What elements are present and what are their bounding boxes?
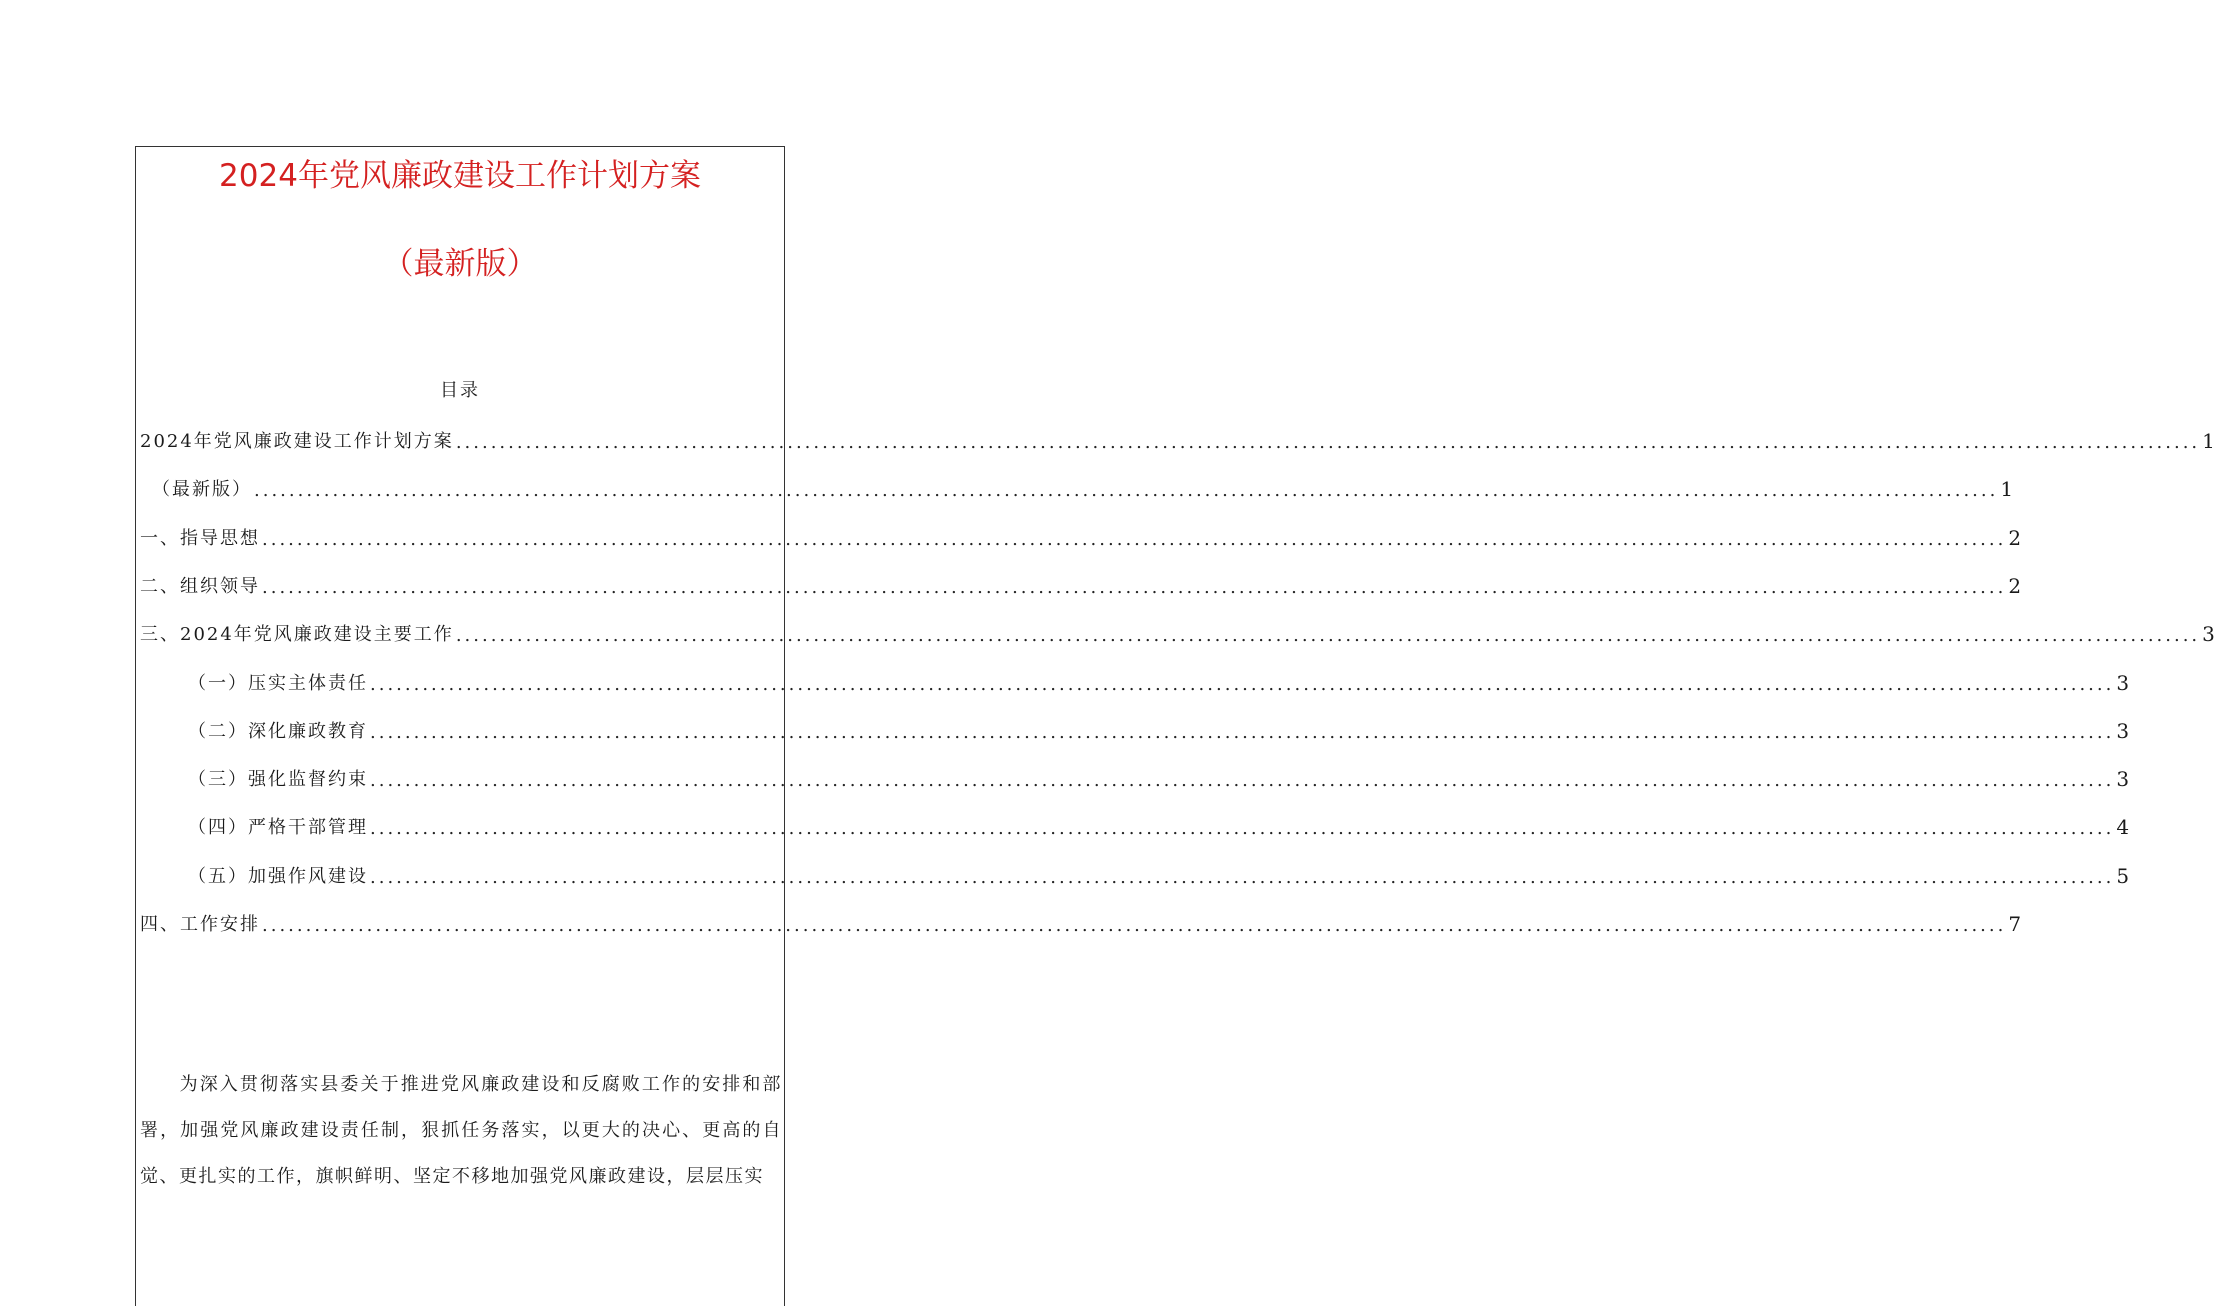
toc-entry-page: 2	[2008, 525, 2022, 550]
toc-entry[interactable]	[140, 568, 2022, 598]
toc-leader-dots: ........................................................................................................................................................................................................	[262, 528, 2007, 550]
toc-entry[interactable]	[188, 809, 2130, 840]
toc-entry-page: 1	[2202, 429, 2215, 453]
body-paragraph: 为深入贯彻落实县委关于推进党风廉政建设和反腐败工作的安排和部署，加强党风廉政建设责任制，狠抓任务落实，以更大的决心、更高的自觉、更扎实的工作，旗帜鲜明、坚定不移地加强党风廉政建设，层层压实	[140, 1074, 782, 1187]
toc-leader-dots: ........................................................................................................................................................................................................	[370, 673, 2115, 695]
toc-entry-label: （最新版）	[152, 479, 252, 501]
toc-entry[interactable]	[140, 520, 2022, 550]
toc-entry-page: 3	[2116, 670, 2130, 695]
toc-entry-page: 1	[2000, 477, 2014, 502]
toc-entry[interactable]	[140, 906, 2022, 936]
toc-leader-dots: ........................................................................................................................................................................................................	[262, 915, 2007, 936]
toc-entry-label: （五）加强作风建设	[188, 865, 368, 887]
toc-entry[interactable]	[188, 761, 2130, 792]
toc-entry-page: 2	[2008, 573, 2022, 598]
toc-entry[interactable]	[152, 471, 2014, 502]
toc-entry-label: （三）强化监督约束	[188, 769, 368, 791]
toc-leader-dots: ........................................................................................................................................................................................................	[370, 866, 2115, 888]
toc-entry[interactable]	[188, 858, 2130, 888]
body-text	[140, 1062, 782, 1200]
toc-entry-page: 3	[2116, 767, 2130, 792]
toc-entry[interactable]	[140, 616, 2215, 647]
toc-leader-dots: ........................................................................................................................................................................................................	[370, 818, 2115, 840]
toc-entry-label: 三、2024年党风廉政建设主要工作	[140, 624, 454, 646]
toc-entry-page: 7	[2008, 912, 2022, 936]
toc-entry-page: 5	[2116, 863, 2130, 888]
toc-entry-label: （二）深化廉政教育	[188, 720, 368, 742]
toc-leader-dots: ........................................................................................................................................................................................................	[455, 432, 2201, 453]
toc-entry-label: 四、工作安排	[140, 914, 260, 935]
toc-entry-label: 2024年党风廉政建设工作计划方案	[140, 431, 454, 452]
toc-leader-dots: ........................................................................................................................................................................................................	[370, 721, 2115, 743]
toc-entry-page: 4	[2116, 815, 2130, 840]
toc-entry-page: 3	[2202, 622, 2215, 647]
toc-leader-dots: ........................................................................................................................................................................................................	[262, 576, 2007, 598]
toc-entry[interactable]	[188, 713, 2130, 743]
document-title: 2024年党风廉政建设工作计划方案	[219, 158, 701, 194]
toc-leader-dots: ........................................................................................................................................................................................................	[370, 770, 2115, 792]
toc-entry-label: 一、指导思想	[140, 527, 260, 549]
toc-leader-dots: ........................................................................................................................................................................................................	[254, 480, 1999, 502]
toc-entry-page: 3	[2116, 718, 2130, 743]
toc-heading: 目录	[440, 380, 480, 401]
toc-entry-label: 二、组织领导	[140, 575, 260, 597]
toc-entry-label: （四）严格干部管理	[188, 817, 368, 839]
document-subtitle: （最新版）	[382, 246, 538, 282]
toc-entry-label: （一）压实主体责任	[188, 672, 368, 694]
toc-leader-dots: ........................................................................................................................................................................................................	[455, 625, 2201, 647]
toc-entry[interactable]	[188, 665, 2130, 695]
toc-entry[interactable]	[140, 423, 2215, 453]
